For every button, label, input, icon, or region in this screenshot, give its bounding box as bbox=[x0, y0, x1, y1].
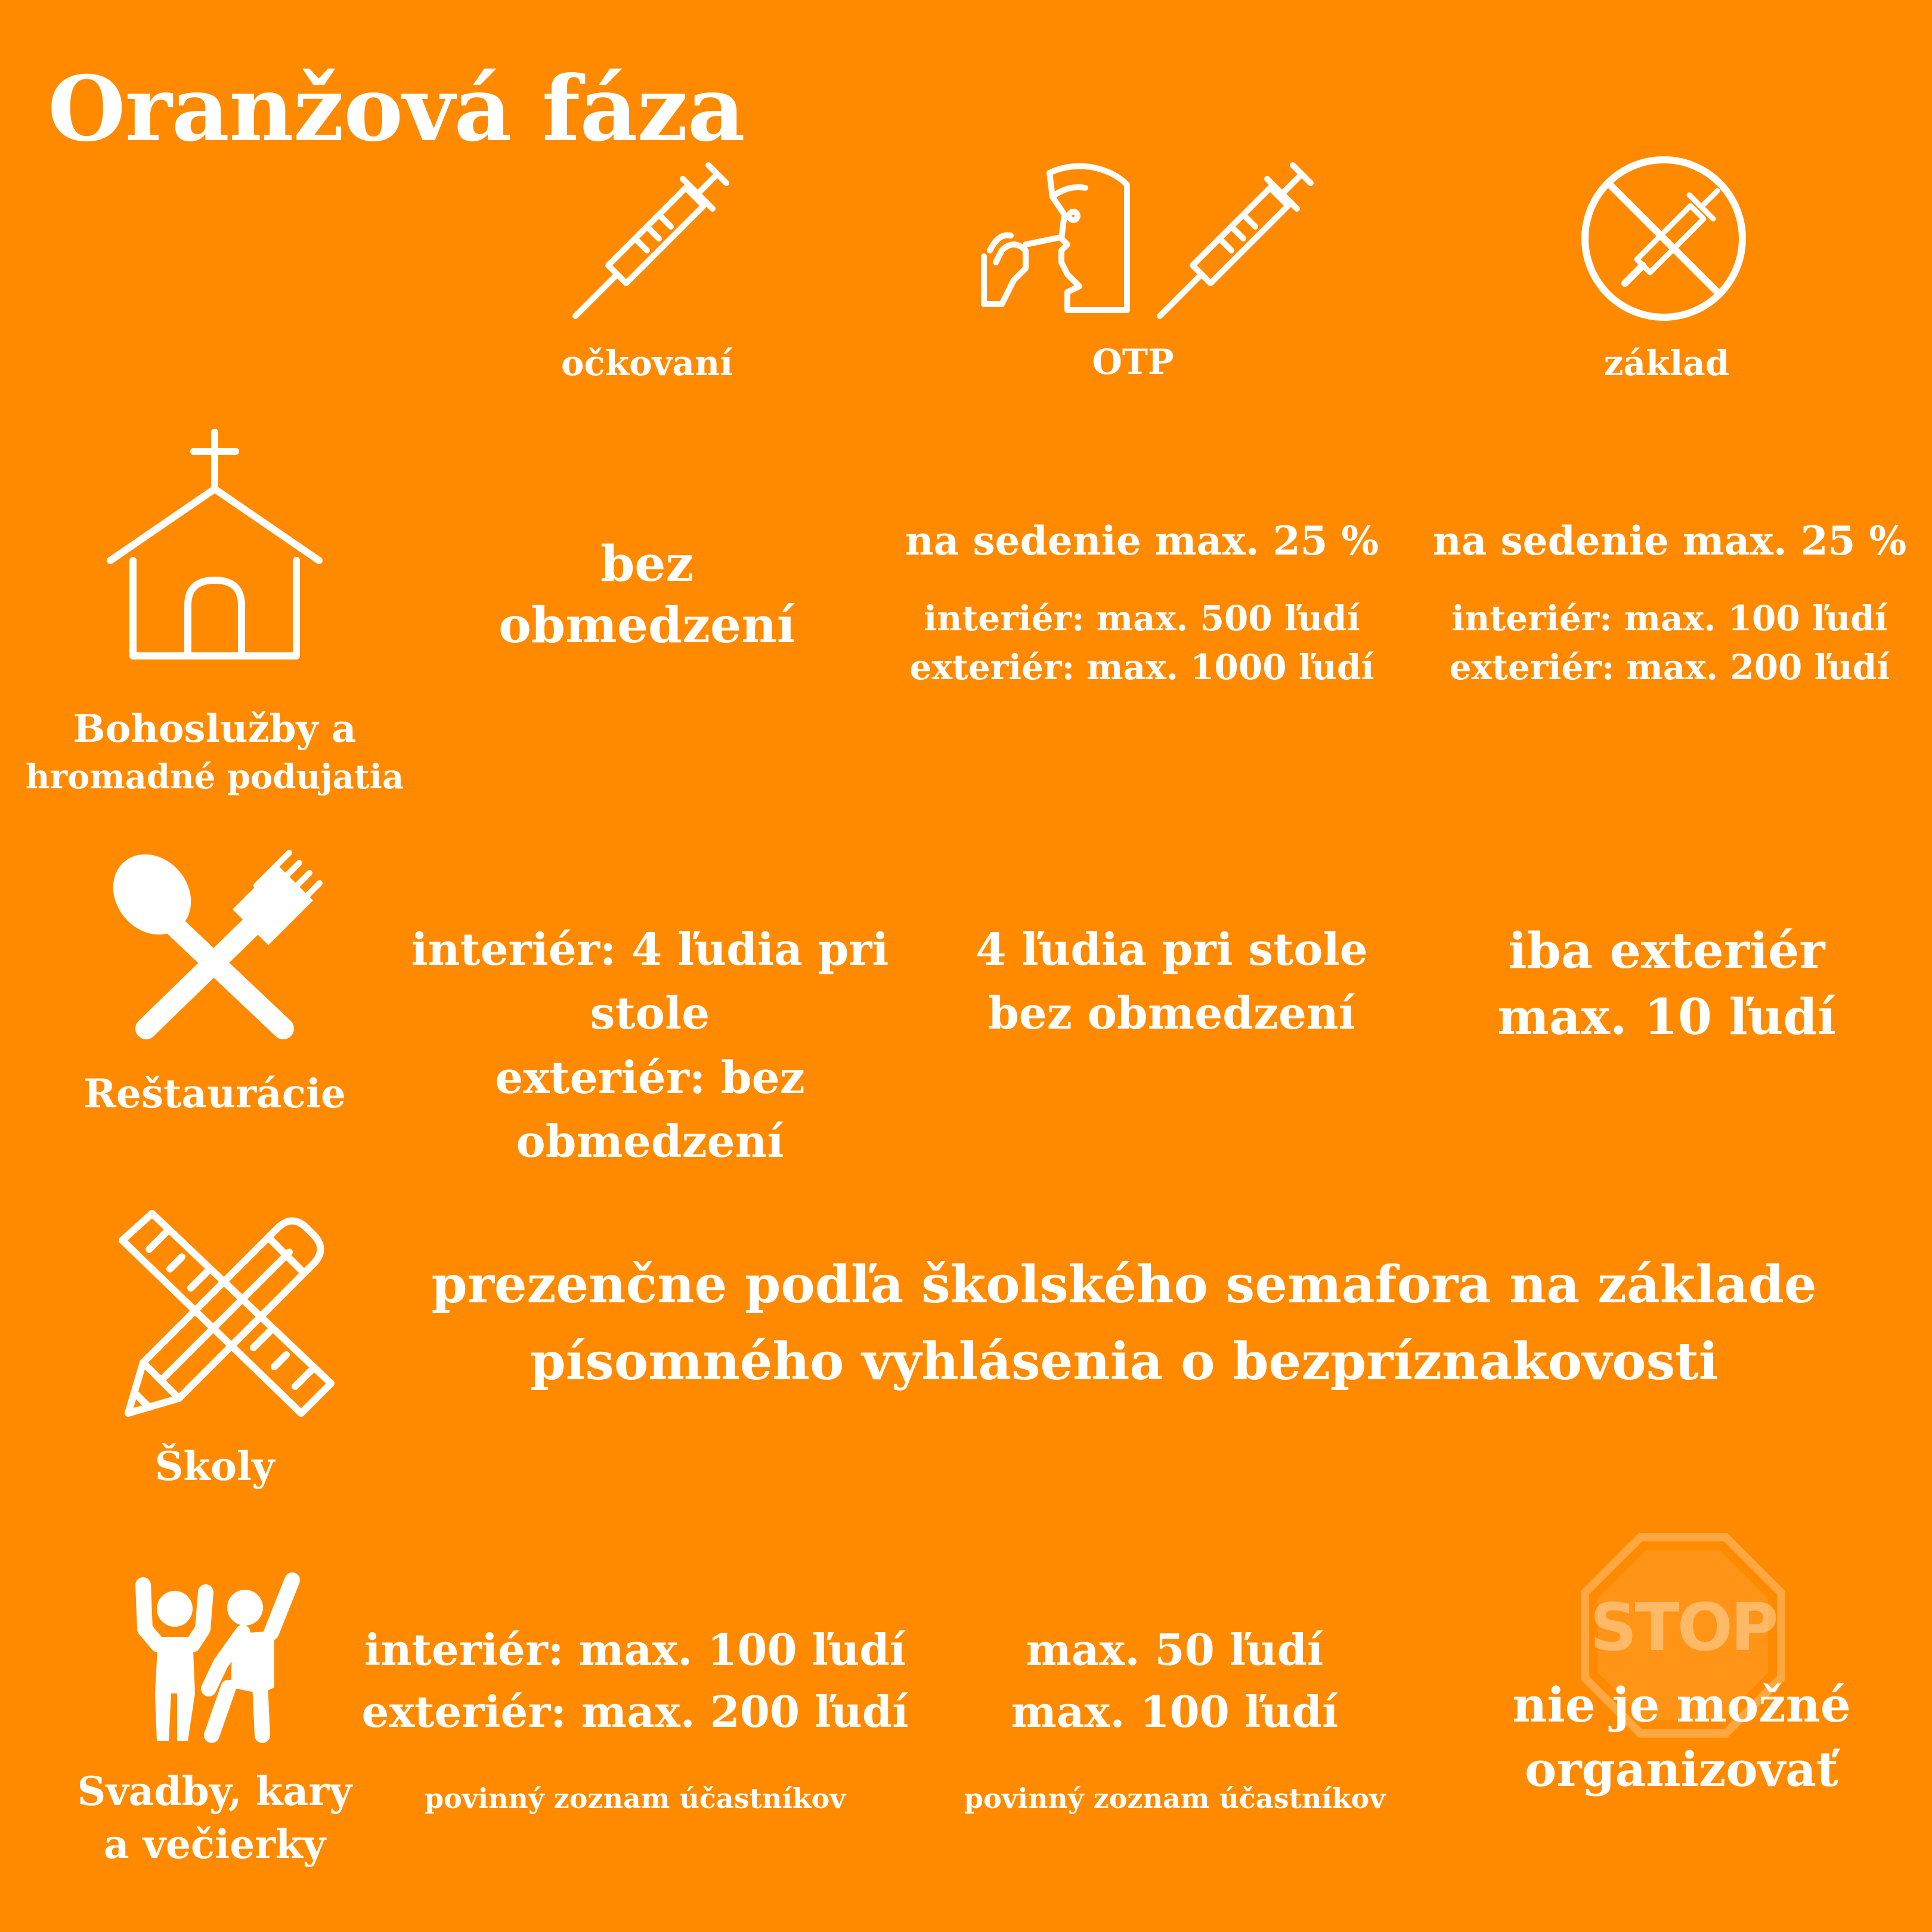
weddings-otp-note: povinný zoznam účastníkov bbox=[964, 1782, 1386, 1815]
services-otp bbox=[894, 513, 1389, 692]
restaurants-vaccinated-line1: interiér: 4 ľudia pri stole bbox=[411, 924, 889, 1040]
row-label-weddings-line1: Svadby, kary bbox=[77, 1768, 352, 1815]
weddings-otp-line1: max. 50 ľudí bbox=[1026, 1624, 1324, 1675]
restaurants-otp-line1: 4 ľudia pri stole bbox=[976, 924, 1368, 976]
services-vaccinated bbox=[465, 534, 829, 656]
services-otp-interior: interiér: max. 500 ľudí bbox=[924, 597, 1360, 639]
restaurants-otp bbox=[930, 918, 1413, 1046]
syringe-icon bbox=[566, 158, 733, 325]
restaurants-vaccinated bbox=[364, 918, 936, 1174]
church-icon bbox=[104, 426, 325, 665]
weddings-otp-line2: max. 100 ľudí bbox=[1011, 1686, 1339, 1738]
services-vaccinated-line2: obmedzení bbox=[499, 596, 795, 654]
services-otp-exterior: exteriér: max. 1000 ľudí bbox=[909, 647, 1374, 688]
row-label-weddings bbox=[36, 1765, 394, 1871]
row-label-restaurants: Reštaurácie bbox=[83, 1070, 346, 1117]
weddings-vaccinated bbox=[358, 1619, 912, 1815]
weddings-vaccinated-note: povinný zoznam účastníkov bbox=[424, 1782, 846, 1815]
restaurants-basic-line2: max. 10 ľudí bbox=[1497, 988, 1836, 1046]
weddings-basic-line2: organizovať bbox=[1525, 1741, 1838, 1797]
restaurants-basic-line1: iba exteriér bbox=[1508, 922, 1825, 980]
schools-text-line2: písomného vyhlásenia o bezpríznakovosti bbox=[530, 1332, 1719, 1392]
column-header-basic: základ bbox=[1603, 343, 1730, 383]
row-label-services bbox=[24, 704, 405, 800]
restaurants-otp-line2: bez obmedzení bbox=[988, 988, 1355, 1040]
restaurants-basic bbox=[1431, 918, 1902, 1050]
cutlery-icon bbox=[110, 850, 325, 1046]
dancing-people-icon bbox=[128, 1574, 307, 1747]
no-vaccine-icon bbox=[1577, 152, 1750, 325]
ruler-pencil-icon bbox=[116, 1210, 337, 1425]
syringe-icon bbox=[1151, 158, 1318, 325]
weddings-basic-line1: nie je možné bbox=[1512, 1677, 1851, 1733]
page-title: Oranžová fáza bbox=[48, 57, 745, 162]
row-label-services-line1: Bohoslužby a bbox=[73, 707, 357, 751]
services-basic-interior: interiér: max. 100 ľudí bbox=[1451, 597, 1888, 639]
weddings-otp bbox=[912, 1619, 1437, 1815]
nasal-test-icon bbox=[978, 161, 1145, 316]
schools-text-line1: prezenčne podľa školského semafora na základe bbox=[431, 1255, 1817, 1315]
stop-sign-text: STOP bbox=[1590, 1589, 1776, 1665]
row-label-services-line2: hromadné podujatia bbox=[25, 757, 404, 797]
services-otp-seating: na sedenie max. 25 % bbox=[905, 518, 1379, 564]
row-label-weddings-line2: a večierky bbox=[103, 1821, 326, 1868]
services-vaccinated-line1: bez bbox=[600, 535, 694, 593]
row-label-schools: Školy bbox=[154, 1443, 275, 1490]
services-basic-exterior: exteriér: max. 200 ľudí bbox=[1449, 647, 1890, 688]
weddings-vaccinated-line1: interiér: max. 100 ľudí bbox=[364, 1624, 906, 1675]
column-header-vaccinated: očkovaní bbox=[561, 343, 733, 383]
weddings-basic bbox=[1431, 1673, 1932, 1801]
column-header-otp: OTP bbox=[1092, 342, 1174, 382]
weddings-vaccinated-line2: exteriér: max. 200 ľudí bbox=[361, 1686, 909, 1738]
services-basic bbox=[1422, 513, 1917, 692]
restaurants-vaccinated-line2: exteriér: bez obmedzení bbox=[495, 1052, 805, 1168]
services-basic-seating: na sedenie max. 25 % bbox=[1432, 518, 1907, 564]
schools-text bbox=[417, 1246, 1831, 1400]
